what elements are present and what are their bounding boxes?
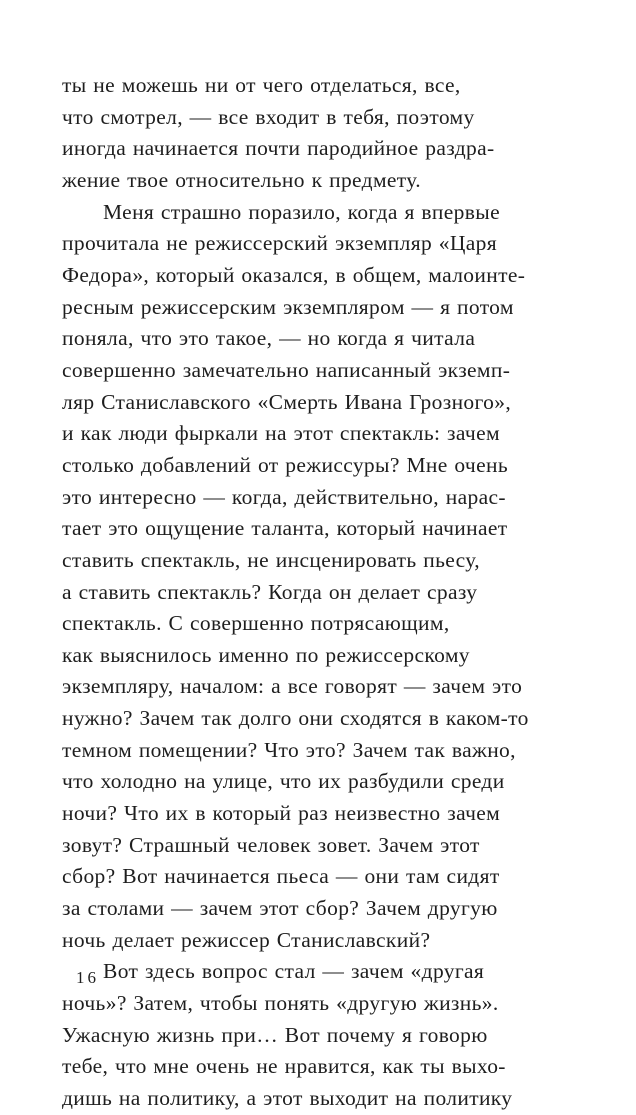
- text-line: столько добавлений от режиссуры? Мне очень: [62, 452, 508, 477]
- text-line: что смотрел, — все входит в тебя, поэтому: [62, 104, 475, 129]
- text-line: ставить спектакль, не инсценировать пьесу,: [62, 547, 480, 572]
- text-line: за столами — зачем этот сбор? Зачем другую: [62, 896, 498, 921]
- text-line: прочитала не режиссерский экземпляр «Царя: [62, 231, 497, 256]
- text-line: это интересно — когда, действительно, нарас-: [62, 484, 506, 509]
- page-number: 16: [76, 968, 99, 987]
- text-line: сбор? Вот начинается пьеса — они там сидят: [62, 864, 500, 889]
- text-line: иногда начинается почти пародийное раздра-: [62, 136, 495, 161]
- text-line: ночи? Что их в который раз неизвестно зачем: [62, 801, 501, 826]
- text-line: Федора», который оказался, в общем, малоинте-: [62, 262, 526, 287]
- text-line: нужно? Зачем так долго они сходятся в каком-то: [62, 706, 529, 731]
- text-line: спектакль. С совершенно потрясающим,: [62, 611, 450, 636]
- text-line: как выяснилось именно по режиссерскому: [62, 642, 470, 667]
- text-line: Ужасную жизнь при… Вот почему я говорю: [62, 1022, 488, 1047]
- text-line: темном помещении? Что это? Зачем так важно,: [62, 737, 516, 762]
- text-line: тебе, что мне очень не нравится, как ты выхо-: [62, 1054, 506, 1079]
- text-line: ресным режиссерским экземпляром — я потом: [62, 294, 514, 319]
- text-line: и как люди фыркали на этот спектакль: зачем: [62, 421, 500, 446]
- text-line: ты не можешь ни от чего отделаться, все,: [62, 73, 461, 97]
- paragraph-start-line: Вот здесь вопрос стал — зачем «другая: [103, 959, 485, 984]
- text-line: ночь»? Затем, чтобы понять «другую жизнь».: [62, 991, 499, 1016]
- page-body-text: [62, 70, 582, 1115]
- text-line: жение твое относительно к предмету.: [62, 167, 421, 192]
- text-line: поняла, что это такое, — но когда я читала: [62, 326, 476, 351]
- text-line: а ставить спектакль? Когда он делает сразу: [62, 579, 478, 604]
- text-line: экземпляру, началом: а все говорят — зачем это: [62, 674, 523, 699]
- text-line: зовут? Страшный человек зовет. Зачем этот: [62, 832, 480, 857]
- text-line: ночь делает режиссер Станиславский?: [62, 927, 431, 952]
- text-line: совершенно замечательно написанный экземп-: [62, 357, 511, 382]
- text-line: тает это ощущение таланта, который начинает: [62, 516, 508, 541]
- text-line: дишь на политику, а этот выходит на политику: [62, 1086, 513, 1110]
- paragraph-start-line: Меня страшно поразило, когда я впервые: [103, 199, 500, 224]
- text-line: что холодно на улице, что их разбудили среди: [62, 769, 505, 794]
- text-line: ляр Станиславского «Смерть Ивана Грозного»,: [62, 389, 512, 414]
